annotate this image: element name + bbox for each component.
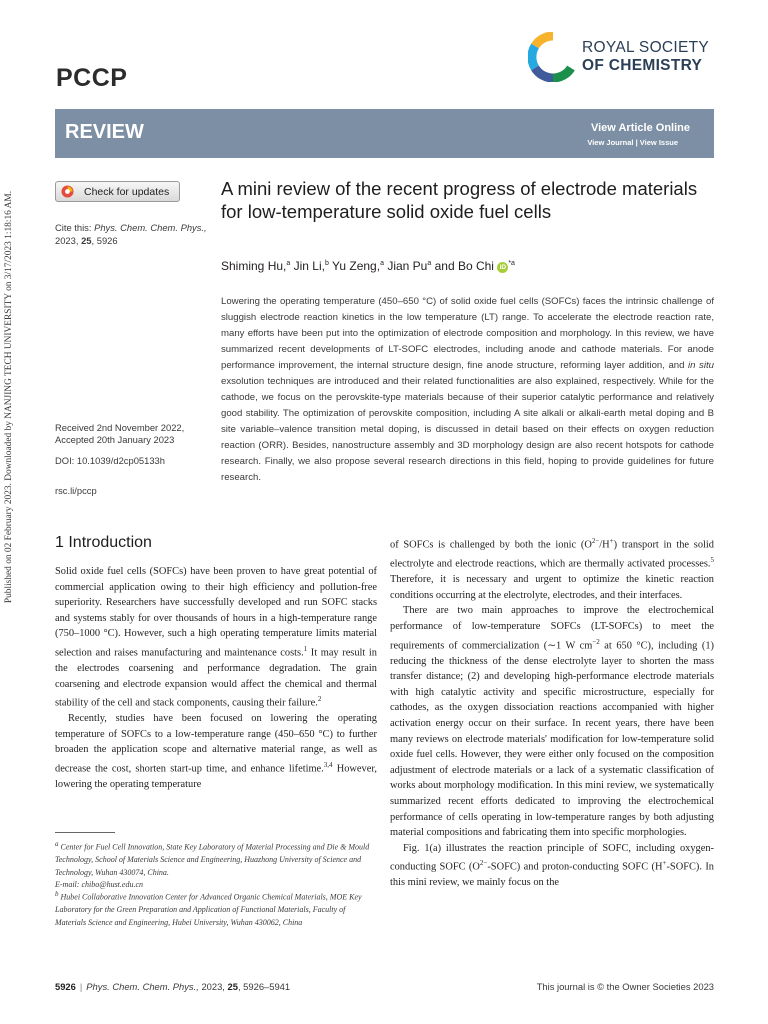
check-for-updates-label: Check for updates — [84, 186, 170, 198]
paragraph-text: ) transport in the solid electrolyte and electrode reactions, which are thermally activated processes. — [390, 539, 714, 570]
journal-name: PCCP — [56, 64, 128, 92]
rsc-emblem-icon — [528, 32, 578, 82]
cite-prefix: Cite this: — [55, 222, 92, 233]
reference-mark[interactable]: 5 — [710, 556, 714, 565]
author[interactable]: Jian Pu — [387, 259, 428, 273]
banner-links: View Journal | View Issue — [587, 138, 678, 147]
paragraph-text: -SOFC). In this mini review, we mainly focus on the — [390, 861, 714, 889]
crossmark-icon — [61, 185, 74, 198]
footnote-a — [55, 838, 377, 892]
publisher-line2: OF CHEMISTRY — [582, 57, 703, 74]
body-column-left — [55, 564, 377, 793]
orcid-icon[interactable]: iD — [497, 262, 508, 273]
paragraph-text: -SOFC) and proton-conducting SOFC (H — [487, 861, 663, 873]
doi[interactable]: DOI: 10.1039/d2cp05133h — [55, 455, 165, 466]
page-footer-right: This journal is © the Owner Societies 2023 — [536, 981, 714, 992]
cite-page: , 5926 — [91, 235, 118, 246]
check-for-updates-button[interactable] — [55, 181, 180, 202]
superscript: + — [662, 859, 667, 868]
footnote-mark: b — [55, 890, 59, 898]
accepted-date: Accepted 20th January 2023 — [55, 434, 175, 445]
footer-journal: Phys. Chem. Chem. Phys., — [86, 981, 199, 992]
paragraph-text: There are two main approaches to improve the electrochemical performance of low-temperature SOFCs (LT-SOFCs) to meet the requirements of commercialization (∼1 W cm — [390, 605, 714, 651]
article-type-banner — [55, 109, 714, 158]
footer-year: 2023, — [201, 981, 225, 992]
paragraph — [55, 564, 377, 711]
affiliation-mark: a — [286, 260, 291, 267]
journal-link[interactable]: rsc.li/pccp — [55, 485, 97, 496]
abstract-text: exsolution techniques are introduced and their related functionalities are also explained, respectively. While for the cathode, we focus on the perovskite-type materials because of their superior catalytic performance and relatively good stability. The optimization of perovskite composition, including A site alkali or alkali-earth metal doping and B site variable–valence transition metal doping, is discussed in detail based on their effects on oxygen reduction reaction (ORR). Besides, nanostructure assembly and 3D morphology design are also recent hotspots for cathode research. Finally, we also propose several research directions in this field, hoping to provide guidelines for future research. — [221, 376, 714, 483]
footnote-mark: a — [55, 840, 59, 848]
affiliation-mark: *a — [508, 260, 515, 267]
footer-volume: 25 — [227, 981, 238, 992]
superscript: + — [609, 537, 614, 545]
footnote-email[interactable]: E-mail: chibo@hust.edu.cn — [55, 880, 144, 890]
page-number: 5926 — [55, 981, 76, 992]
paragraph-text: of SOFCs is challenged by both the ionic (O — [390, 539, 592, 551]
paragraph-text: It may result in the electrodes coarsening and performance degradation. The grain coarsening and electrode expansion would affect the chemical and thermal stability of the cell and stack components, causing their failure. — [55, 647, 378, 709]
reference-mark[interactable]: 3,4 — [323, 761, 333, 770]
author[interactable]: Shiming Hu, — [221, 259, 287, 273]
abstract — [221, 294, 714, 486]
cite-journal: Phys. Chem. Chem. Phys., — [94, 222, 207, 233]
received-dates — [55, 422, 184, 446]
abstract-text: Lowering the operating temperature (450–650 °C) of solid oxide fuel cells (SOFCs) faces the intrinsic challenge of sluggish electrode reaction kinetics in the low temperature (LT) range. To accelerate the electrode reaction rate, many efforts have been put into the optimization of electrode composition and morphology. In this review, we have summarized recent developments of LT-SOFC electrodes, including anode and cathode materials. For anode performance improvement, the internal structure design, fine anode structure, reforming layer addition, and — [221, 296, 714, 371]
view-issue-link[interactable]: View Issue — [639, 138, 678, 147]
footnote-divider — [55, 832, 115, 833]
superscript: 2− — [591, 537, 600, 545]
paragraph — [390, 534, 714, 603]
affiliation-mark: b — [324, 260, 329, 267]
author[interactable]: Jin Li, — [293, 259, 325, 273]
footnote-text: Center for Fuel Cell Innovation, State Key Laboratory of Material Processing and Die & Mould Technology, School of Materials Science and Engineering, Huazhong University of Science and Technology, Wuhan 430074, China. — [55, 842, 370, 877]
footer-pages: , 5926–5941 — [237, 981, 291, 992]
footer-separator: | — [79, 981, 83, 992]
paragraph-text: /H — [599, 539, 610, 551]
publisher-line1: ROYAL SOCIETY — [582, 39, 710, 56]
received-date: Received 2nd November 2022, — [55, 422, 185, 433]
author-list — [221, 259, 716, 273]
paragraph-text: However, lowering the operating temperature — [55, 763, 377, 791]
reference-mark[interactable]: 2 — [317, 695, 322, 704]
paragraph — [55, 711, 377, 792]
author[interactable]: Yu Zeng, — [332, 259, 381, 273]
article-title: A mini review of the recent progress of electrode materials for low-temperature solid oxide fuel cells — [221, 178, 698, 222]
affiliation-mark: a — [427, 260, 432, 267]
rsc-logo[interactable] — [528, 30, 718, 86]
author[interactable]: and Bo Chi — [434, 259, 494, 273]
paragraph — [390, 841, 714, 891]
paragraph-text: at 650 °C), including (1) reducing the thickness of the dense electrolyte layer to shorten the mass transfer distance; (2) and developing high-performance electrode materials with high catalytic activity and specific microstructure, especially for cathodes, as the oxygen dissociation reactions accompanied with higher activation energy occur on their surface. In recent years, there have been many reviews on electrode materials' modification for low-temperature solid oxide fuel cells. However, they were either only focused on the composition adjustment of electrode materials or a lack of a systematic classification of works about morphology modification. In this mini review, we systematically summarized recent efforts dedicated to improving the electrochemical performance of cells operating in low-temperature ranges by both adjusting material compositions and fabricating them into specific morphologies. — [390, 639, 714, 839]
cite-year: 2023, — [55, 235, 79, 246]
abstract-italic: in situ — [688, 360, 714, 371]
paragraph — [390, 603, 714, 840]
footnote-text: Hubei Collaborative Innovation Center for Advanced Organic Chemical Materials, MOE Key Laboratory for the Green Preparation and Application of Functional Materials, Faculty of Materials Science and Engineering, Hubei University, Wuhan 430062, China — [55, 892, 362, 927]
superscript: 2− — [479, 859, 488, 868]
citation — [55, 221, 215, 247]
article-type-label: REVIEW — [65, 121, 144, 143]
affiliation-mark: a — [380, 260, 384, 267]
body-column-right — [390, 534, 714, 891]
paragraph-text: Fig. 1(a) illustrates the reaction principle of SOFC, including oxygen-conducting SOFC (O — [390, 842, 714, 873]
reference-mark[interactable]: 1 — [303, 644, 308, 653]
view-journal-link[interactable]: View Journal — [587, 138, 634, 147]
download-notice: Published on 02 February 2023. Downloaded by NANJING TECH UNIVERSITY on 3/17/2023 1:18:16 AM. — [4, 190, 14, 604]
section-heading: 1 Introduction — [55, 534, 152, 551]
cite-volume: 25 — [81, 235, 92, 246]
paragraph-text: Solid oxide fuel cells (SOFCs) have been proven to have great potential of commercial application owing to their high efficiency and pollution-free superiority. Researchers have successfully developed and run SOFC stacks and systems stably for over thousands of hours in a high-temperature range (750–1000 °C). However, such a high operating temperature limits material selection and raises manufacturing and maintenance costs. — [55, 566, 377, 659]
paragraph-text: Therefore, it is necessary and urgent to optimize the kinetic reaction conditions occurring at the electrolyte, electrodes, and their interfaces. — [390, 574, 714, 601]
superscript: −2 — [592, 637, 600, 646]
paragraph-text: Recently, studies have been focused on lowering the operating temperature of SOFCs to a low-temperature range (450–650 °C) to further broaden the application scope and alternative material range, as well as decrease the cost, shorten start-up time, and enhance lifetime. — [55, 713, 377, 775]
footnote-b — [55, 888, 377, 929]
view-article-online-link[interactable]: View Article Online — [590, 122, 690, 134]
page-footer-left — [55, 981, 290, 992]
